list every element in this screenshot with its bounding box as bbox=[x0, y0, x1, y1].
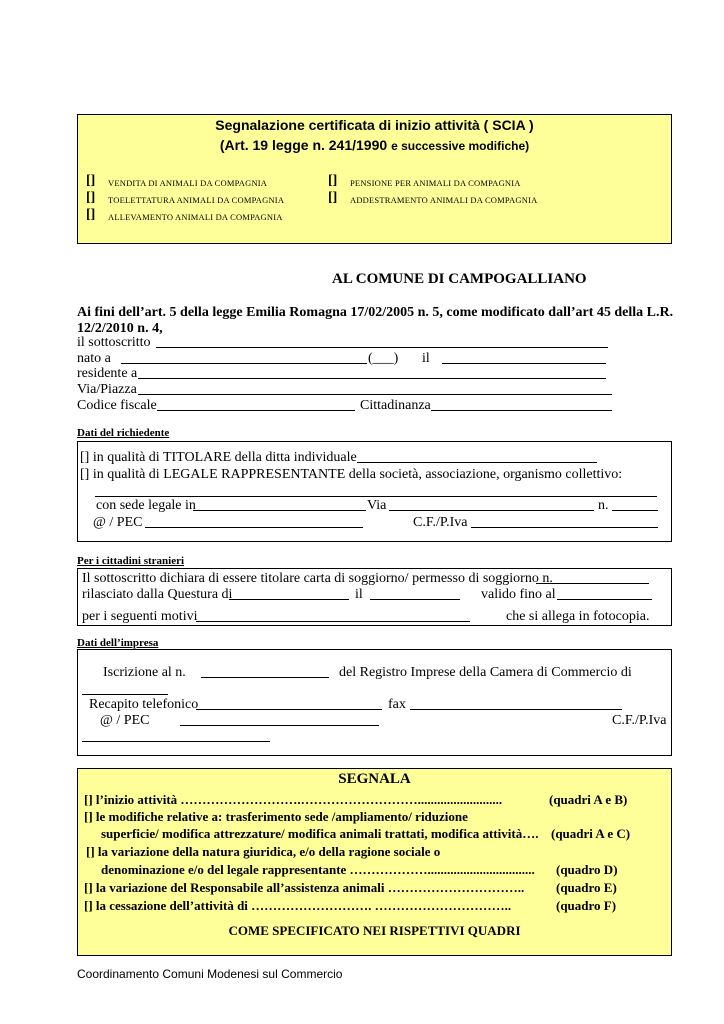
fotocopia-note: che si allega in fotocopia. bbox=[506, 609, 650, 624]
cittadinanza-label: Cittadinanza bbox=[360, 398, 431, 413]
segnala-footer: COME SPECIFICATO NEI RISPETTIVI QUADRI bbox=[228, 923, 521, 938]
provincia-field[interactable]: (___) bbox=[368, 351, 399, 366]
codice-fiscale-field[interactable] bbox=[157, 398, 355, 411]
data-nascita-field[interactable] bbox=[442, 351, 606, 364]
iscrizione-numero-field[interactable] bbox=[201, 665, 329, 678]
intro-line-1: Ai fini dell’art. 5 della legge Emilia Romagna 17/02/2005 n. 5, come modificato dall’art 45 della L.R. bbox=[77, 305, 674, 320]
sede-numero-field[interactable] bbox=[612, 498, 658, 511]
page-footer: Coordinamento Comuni Modenesi sul Commercio bbox=[77, 967, 343, 981]
permesso-numero-field[interactable] bbox=[536, 571, 649, 584]
intro-line-2: 12/2/2010 n. 4, bbox=[77, 321, 163, 336]
stranieri-section-label bbox=[77, 555, 184, 567]
subtitle-modifiche: e successive modifiche) bbox=[391, 139, 530, 153]
fax-field[interactable] bbox=[410, 697, 622, 710]
stranieri-section-text: Per i cittadini stranieri bbox=[77, 555, 185, 567]
segnala-modifiche-quadro: (quadri A e C) bbox=[551, 826, 631, 841]
activity-toelettatura: TOELETTATURA ANIMALI DA COMPAGNIA bbox=[108, 195, 285, 205]
rilascio-data-field[interactable] bbox=[370, 587, 460, 600]
segnala-variazione-natura-cont: denominazione e/o del legale rappresentante ………………................................. bbox=[101, 862, 535, 877]
fax-label: fax bbox=[388, 697, 406, 712]
checkbox-toelettatura[interactable]: [] bbox=[86, 190, 96, 205]
sottoscritto-field[interactable] bbox=[156, 335, 608, 348]
segnala-responsabile-quadro: (quadro E) bbox=[556, 880, 617, 895]
segnala-inizio[interactable]: [] l’inizio attività ……………………….……………………….......................... bbox=[84, 792, 503, 807]
nato-label: nato a bbox=[77, 351, 111, 366]
data-nascita-label: il bbox=[422, 351, 430, 366]
ditta-individuale-field[interactable] bbox=[357, 450, 597, 463]
segnala-modifiche[interactable]: [] le modifiche relative a: trasferimento sede /ampliamento/ riduzione bbox=[84, 809, 468, 824]
camera-commercio-field[interactable] bbox=[82, 682, 168, 695]
segnala-modifiche-cont: superficie/ modifica attrezzature/ modifica animali trattati, modifica attività…. bbox=[101, 826, 539, 841]
residente-label: residente a bbox=[77, 366, 138, 381]
sede-via-label: Via bbox=[367, 498, 387, 513]
richiedente-section-label bbox=[77, 427, 169, 439]
segnala-title: SEGNALA bbox=[338, 771, 411, 787]
richiedente-cfiva-field[interactable] bbox=[471, 515, 658, 528]
impresa-section-text: Dati dell’impresa bbox=[77, 637, 159, 649]
impresa-section-label bbox=[77, 637, 158, 649]
form-title: Segnalazione certificata di inizio attività ( SCIA ) bbox=[215, 117, 534, 133]
activity-pensione: PENSIONE PER ANIMALI DA COMPAGNIA bbox=[350, 178, 521, 188]
activity-addestramento: ADDESTRAMENTO ANIMALI DA COMPAGNIA bbox=[350, 195, 538, 205]
titolare-option[interactable]: [] in qualità di TITOLARE della ditta individuale bbox=[80, 450, 357, 465]
questura-label: rilasciato dalla Questura di bbox=[82, 587, 233, 602]
societa-field[interactable] bbox=[95, 484, 657, 497]
sottoscritto-label: il sottoscritto bbox=[77, 335, 151, 350]
residente-field[interactable] bbox=[138, 366, 606, 379]
sede-numero-label: n. bbox=[598, 498, 609, 513]
validita-label: valido fino al bbox=[481, 587, 556, 602]
iscrizione-label: Iscrizione al n. bbox=[103, 665, 186, 680]
segnala-cessazione-quadro: (quadro F) bbox=[556, 898, 617, 913]
recipient-comune: AL COMUNE DI CAMPOGALLIANO bbox=[332, 271, 587, 287]
checkbox-allevamento[interactable]: [] bbox=[86, 207, 96, 222]
segnala-variazione-natura[interactable]: [] la variazione della natura giuridica, e/o della ragione sociale o bbox=[86, 844, 441, 859]
validita-field[interactable] bbox=[557, 587, 652, 600]
codice-fiscale-label: Codice fiscale bbox=[77, 398, 157, 413]
activity-allevamento: ALLEVAMENTO ANIMALI DA COMPAGNIA bbox=[108, 212, 283, 222]
recapito-field[interactable] bbox=[196, 697, 382, 710]
nato-field[interactable] bbox=[121, 351, 367, 364]
recapito-label: Recapito telefonico bbox=[89, 697, 199, 712]
questura-field[interactable] bbox=[229, 587, 349, 600]
richiedente-pec-field[interactable] bbox=[145, 515, 363, 528]
subtitle-article: (Art. 19 legge n. 241/1990 bbox=[219, 137, 388, 153]
segnala-cessazione[interactable]: [] la cessazione dell’attività di ………………………. ………………………….. bbox=[84, 898, 512, 913]
form-subtitle bbox=[77, 137, 672, 153]
sede-via-field[interactable] bbox=[389, 498, 594, 511]
sede-legale-label: con sede legale in bbox=[96, 498, 196, 513]
richiedente-section-text: Dati del richiedente bbox=[77, 427, 170, 439]
permesso-label: Il sottoscritto dichiara di essere titolare carta di soggiorno/ permesso di soggiorno n. bbox=[82, 571, 553, 586]
sede-legale-field[interactable] bbox=[193, 498, 366, 511]
richiedente-cfiva-label: C.F./P.Iva bbox=[413, 515, 468, 530]
checkbox-vendita[interactable]: [] bbox=[86, 173, 96, 188]
registro-imprese-label: del Registro Imprese della Camera di Commercio di bbox=[339, 665, 632, 680]
activity-vendita: VENDITA DI ANIMALI DA COMPAGNIA bbox=[108, 178, 268, 188]
impresa-pec-field[interactable] bbox=[180, 713, 379, 726]
checkbox-pensione[interactable]: [] bbox=[328, 173, 338, 188]
rilascio-data-label: il bbox=[355, 587, 363, 602]
impresa-cfiva-field[interactable] bbox=[82, 729, 270, 742]
segnala-inizio-quadro: (quadri A e B) bbox=[549, 792, 628, 807]
legale-option[interactable]: [] in qualità di LEGALE RAPPRESENTANTE della società, associazione, organismo collettivo: bbox=[80, 467, 623, 482]
segnala-variazione-natura-quadro: (quadro D) bbox=[556, 862, 618, 877]
motivi-field[interactable] bbox=[196, 609, 470, 622]
segnala-responsabile[interactable]: [] la variazione del Responsabile all’assistenza animali ………………………….. bbox=[84, 880, 525, 895]
motivi-label: per i seguenti motivi bbox=[82, 609, 198, 624]
cittadinanza-field[interactable] bbox=[431, 398, 612, 411]
via-field[interactable] bbox=[138, 382, 612, 395]
impresa-cfiva-label: C.F./P.Iva bbox=[612, 713, 667, 728]
checkbox-addestramento[interactable]: [] bbox=[328, 190, 338, 205]
via-label: Via/Piazza bbox=[77, 382, 137, 397]
richiedente-pec-label: @ / PEC bbox=[93, 515, 143, 530]
impresa-pec-label: @ / PEC bbox=[100, 713, 150, 728]
